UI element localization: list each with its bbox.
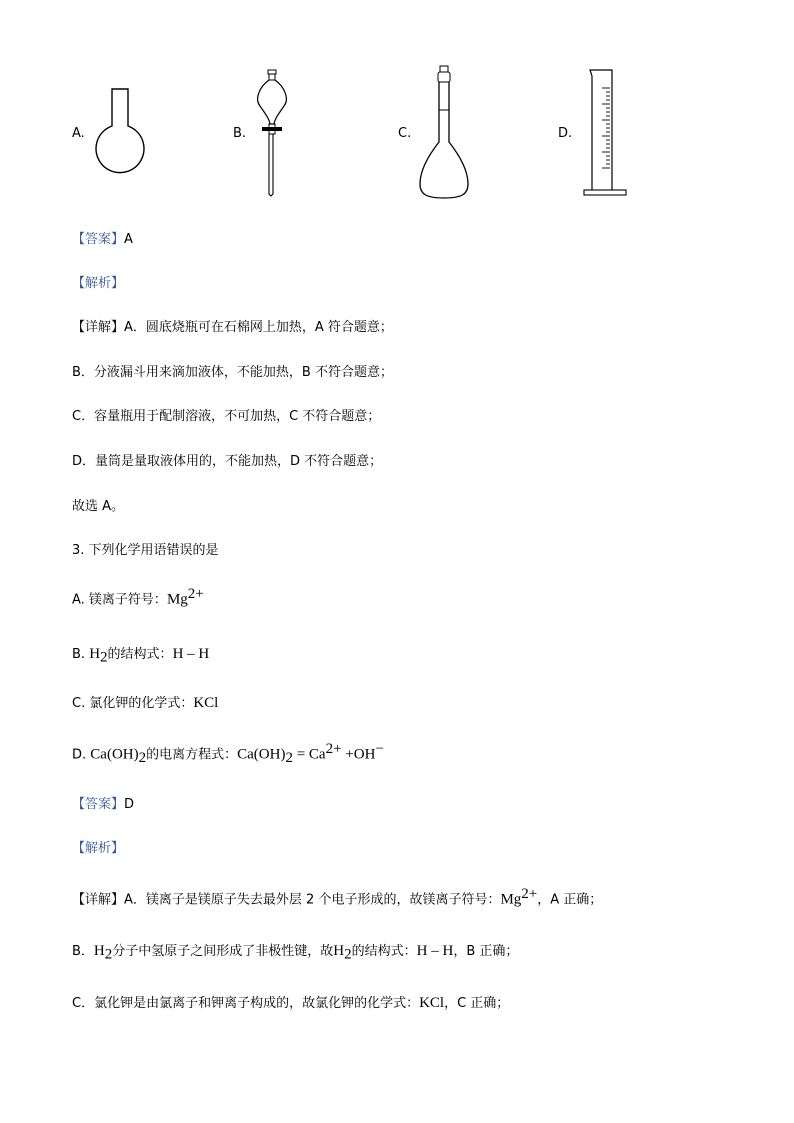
- q2-detail-d: D．量筒是量取液体用的，不能加热，D 不符合题意；: [72, 454, 383, 469]
- option-a-text: A. 镁离子符号：: [72, 592, 167, 608]
- detail-a-end: ，A 正确；: [537, 892, 603, 908]
- option-d-label: D.: [558, 126, 573, 141]
- caoh2-subscript: 2: [138, 749, 147, 766]
- equation-left-sub: 2: [285, 749, 293, 766]
- detail-c-text: C．氯化钾是由氯离子和钾离子构成的，故氯化钾的化学式：: [72, 996, 420, 1011]
- detail-b-2: 分子中氢原子之间形成了非极性键，故: [112, 944, 334, 959]
- volumetric-flask-icon: [418, 66, 470, 202]
- detail-a-text: A．圆底烧瓶可在石棉网上加热，A 符合题意；: [124, 320, 393, 335]
- h-h-formula: H – H: [416, 943, 454, 959]
- h2-subscript: 2: [100, 649, 108, 666]
- q3-option-c: [72, 692, 218, 712]
- h2-formula: H: [89, 646, 101, 662]
- ca-charge: 2+: [325, 741, 342, 757]
- answer-tag: 【答案】: [72, 232, 125, 247]
- q2-detail-b: B．分液漏斗用来滴加液体，不能加热，B 不符合题意；: [72, 365, 393, 380]
- q2-detail-c: C．容量瓶用于配制溶液，不可加热，C 不符合题意；: [72, 409, 381, 424]
- mg-charge: 2+: [521, 886, 538, 902]
- detail-tag: 【详解】: [72, 320, 125, 335]
- detail-c-end: ，C 正确；: [444, 996, 510, 1011]
- q2-detail-a: [72, 316, 393, 335]
- equation-oh: +OH: [341, 746, 376, 763]
- q3-option-d: [72, 741, 384, 767]
- round-bottom-flask-icon: [96, 88, 148, 180]
- q3-detail-c: [72, 992, 509, 1012]
- h2-subscript: 2: [104, 946, 113, 963]
- equation-left: Ca(OH): [237, 746, 286, 763]
- h2-subscript-2: 2: [344, 946, 352, 963]
- oh-charge: −: [375, 741, 384, 757]
- equation-ca: = Ca: [292, 746, 326, 763]
- caoh2-formula: Ca(OH): [90, 746, 139, 763]
- option-d-text: 的电离方程式：: [146, 747, 238, 763]
- separatory-funnel-icon: [254, 70, 290, 198]
- detail-tag: 【详解】: [72, 892, 125, 908]
- q3-stem: 3. 下列化学用语错误的是: [72, 543, 219, 558]
- q2-analysis-tag: 【解析】: [72, 276, 125, 291]
- answer-value: A: [124, 232, 133, 247]
- option-b-label: B.: [233, 126, 247, 141]
- option-d-prefix: D.: [72, 747, 87, 763]
- kcl-formula: KCl: [193, 695, 219, 711]
- kcl-formula: KCl: [419, 995, 445, 1011]
- mg-formula: Mg: [500, 891, 522, 908]
- q3-option-a: [72, 586, 204, 608]
- option-a-label: A.: [72, 126, 85, 141]
- option-c-label: C.: [398, 126, 412, 141]
- q3-detail-a: [72, 886, 602, 908]
- mg-charge: 2+: [187, 586, 204, 602]
- answer-value: D: [124, 797, 135, 812]
- q3-detail-b: [72, 940, 518, 964]
- q2-conclusion: 故选 A。: [72, 499, 125, 514]
- answer-tag: 【答案】: [72, 797, 125, 812]
- detail-b-3: 的结构式：: [351, 944, 417, 959]
- detail-b-end: ，B 正确；: [453, 944, 519, 959]
- h2-formula-2: H: [333, 943, 345, 959]
- mg-formula: Mg: [166, 591, 188, 608]
- option-c-text: C. 氯化钾的化学式：: [72, 696, 194, 711]
- option-b-text: 的结构式：: [107, 647, 173, 662]
- detail-b-1: B．: [72, 944, 94, 959]
- q3-option-b: [72, 643, 209, 667]
- q3-analysis-tag: 【解析】: [72, 841, 125, 856]
- detail-a-text: A．镁离子是镁原子失去最外层 2 个电子形成的，故镁离子符号：: [124, 892, 501, 908]
- q2-answer: [72, 228, 133, 247]
- graduated-cylinder-icon: [582, 66, 630, 200]
- h-h-formula: H – H: [172, 646, 210, 662]
- q3-answer: [72, 793, 134, 812]
- h2-formula: H: [93, 943, 105, 959]
- option-b-prefix: B.: [72, 647, 86, 662]
